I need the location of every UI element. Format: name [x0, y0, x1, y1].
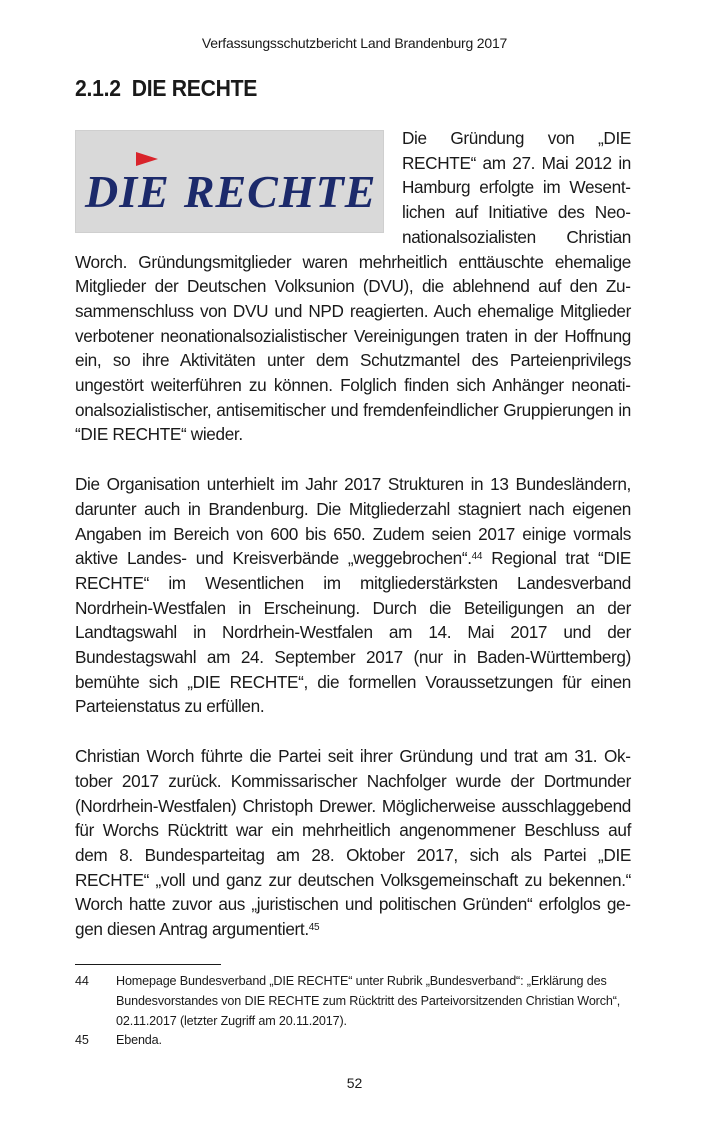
footnote-number: 44	[75, 974, 89, 988]
body-text	[75, 126, 631, 967]
party-logo	[75, 130, 384, 233]
page-number: 52	[346, 1075, 363, 1091]
logo-word-die: DIE	[85, 166, 170, 217]
footnote-text: Ebenda.	[116, 1033, 162, 1048]
logo-flag-icon	[136, 152, 158, 166]
paragraph-3-text: Christian Worch führte die Partei seit ihrer Gründung und trat am 31. Oktober 2017 zurück. Kommissarischer Nachfolger wurde der Dortmunder (Nordrhein-Westfalen) Christoph Drewer. Möglicherweise ausschlaggebend für Worchs Rücktritt war ein mehrheitlich angenommener Beschluss auf dem 8. Bundesparteitag am 28. Oktober 2017, sich als Partei „DIE RECHTE“ „voll und ganz zur deutschen Volksgemeinschaft zu bekennen.“ Worch hatte zuvor aus „juristischen und politischen Gründen“ erfolglos gegen diesen Antrag argumentiert.	[75, 746, 631, 940]
section-heading	[75, 75, 257, 102]
paragraph-2-text-after: Regional trat “DIE RECHTE“ im Wesentlichen im mitgliederstärksten Landesverband Nordrhein-Westfalen in Erscheinung. Durch die Beteiligungen an der Landtagswahl in Nordrhein-Westfalen am 14. Mai 2017 und der Bundestagswahl am 24. September 2017 (nur in Baden-Württemberg) bemühte sich „DIE RECHTE“, die formellen Voraussetzungen für einen Parteienstatus zu erfüllen.	[75, 548, 631, 717]
footnote-ref-45[interactable]: 45	[308, 922, 320, 934]
logo-pennant-icon	[136, 152, 158, 166]
section-title: DIE RECHTE	[131, 75, 258, 101]
footnote-number: 45	[75, 1033, 89, 1048]
paragraph-1-text: Die Gründung von „DIE RECHTE“ am 27. Mai 2012 in Hamburg erfolgte im Wesentlichen auf Initiative des Neonationalsozialisten Christian Worch. Gründungsmitglieder waren mehrheitlich enttäuschte ehemalige Mitglieder der Deutschen Volksunion (DVU), die ablehnend auf den Zusammenschluss von DVU und NPD reagierten. Auch ehemalige Mitglieder verbotener neonationalsozialistischer Vereinigungen traten in der Hoffnung ein, so ihre Aktivitäten unter dem Schutzmantel des Parteienprivilegs ungestört weiterführen zu können. Folglich finden sich Anhänger neonationalsozialistischer, antisemitischer und fremdenfeindlicher Gruppierungen in “DIE RECHTE“ wieder.	[75, 128, 631, 445]
section-number: 2.1.2	[75, 75, 121, 101]
running-header: Verfassungsschutzbericht Land Brandenburg 2017	[201, 35, 508, 51]
footnotes	[75, 972, 631, 1051]
footnote-divider	[75, 964, 221, 965]
logo-wordmark	[84, 166, 376, 217]
footnote-44	[75, 972, 631, 1031]
logo-word-rechte: RECHTE	[183, 166, 377, 217]
footnote-ref-44[interactable]: 44	[471, 551, 483, 563]
footnote-text: Homepage Bundesverband „DIE RECHTE“ unter Rubrik „Bundesverband“: „Erklärung des Bundesvorstandes von DIE RECHTE zum Rücktritt des Parteivorsitzenden Christian Worch“, 02.11.2017 (letzter Zugriff am 20.11.2017).	[116, 974, 621, 1028]
footnote-45	[75, 1031, 631, 1051]
paragraph-2-text: Die Organisation unterhielt im Jahr 2017 Strukturen in 13 Bundesländern, darunter auch in Brandenburg. Die Mitgliederzahl stagniert nach eigenen Angaben im Bereich von 600 bis 650. Zudem seien 2017 einige vormals aktive Landes- und Kreisverbände „weggebrochen“.	[75, 474, 631, 569]
paragraph-2	[75, 472, 631, 719]
party-logo-graphic	[76, 131, 383, 232]
paragraph-3	[75, 744, 631, 942]
